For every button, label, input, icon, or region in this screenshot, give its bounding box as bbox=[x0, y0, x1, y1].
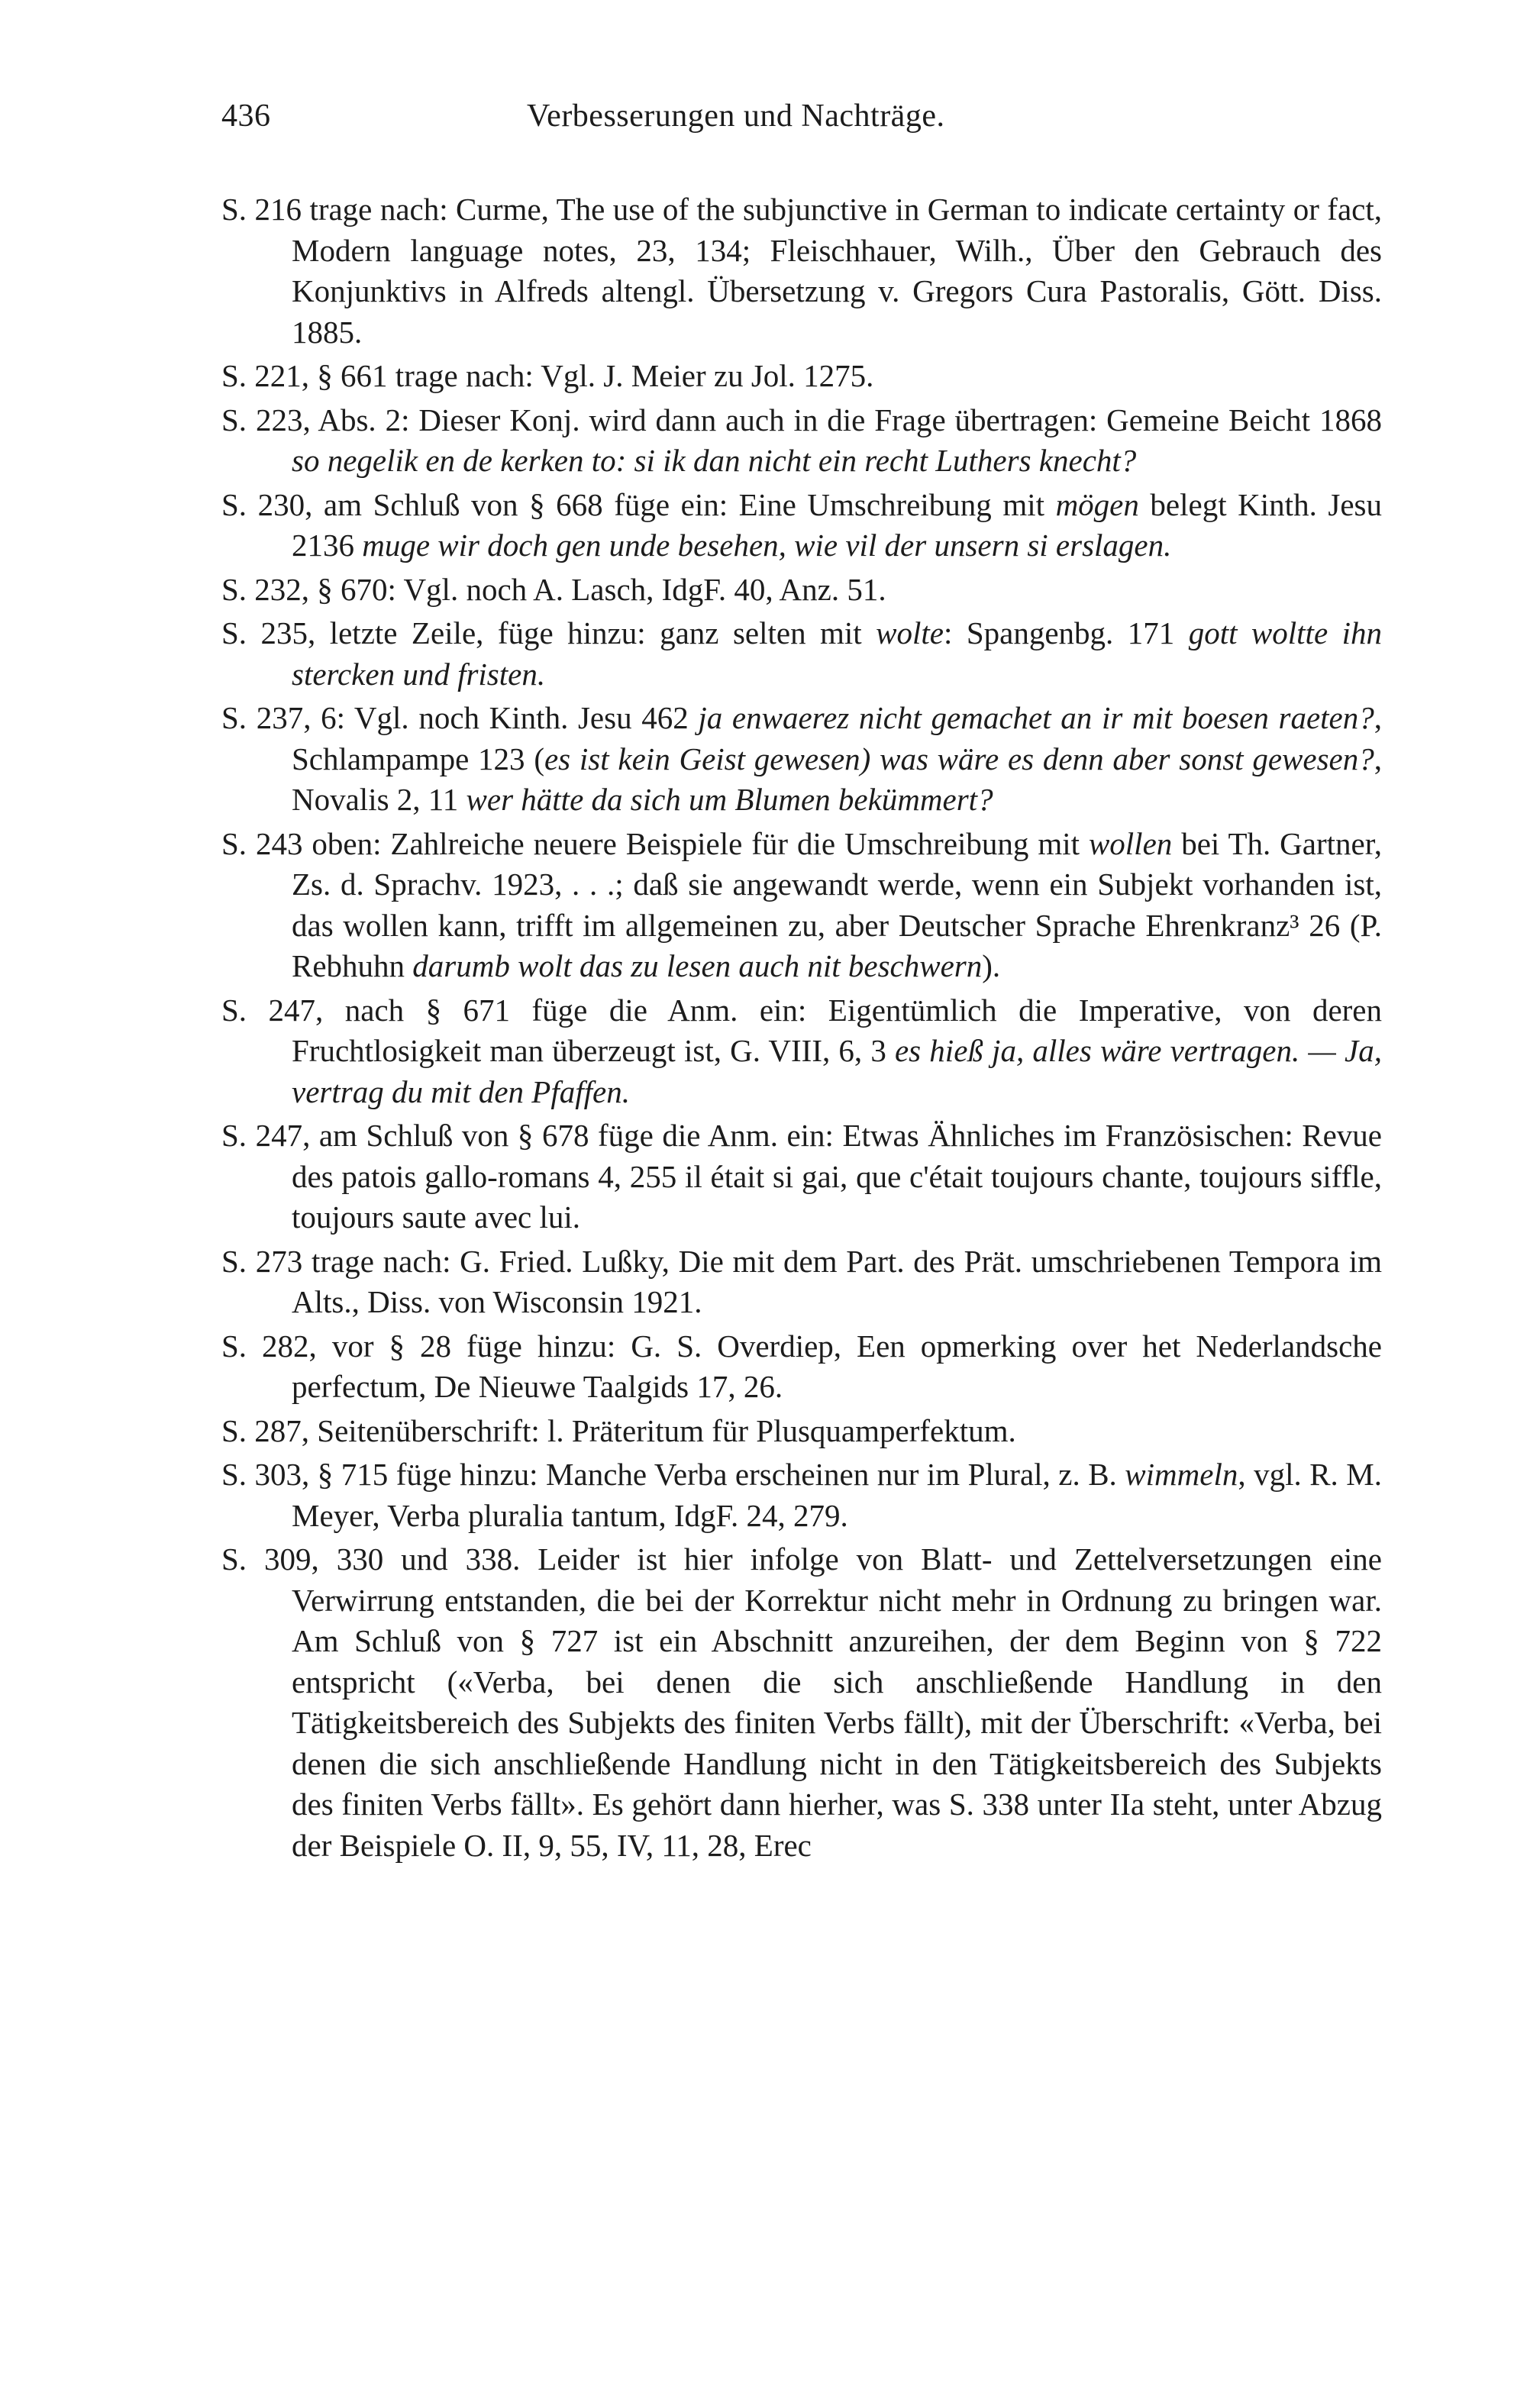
entry-text: , vgl. R. M. Meyer, Verba pluralia tantum, IdgF. 24, 279. bbox=[292, 1457, 1382, 1533]
quotation: es hieß ja, alles wäre vertragen. — Ja, vertrag du mit den Pfaffen. bbox=[292, 1033, 1382, 1109]
page-body bbox=[221, 189, 1382, 1869]
correction-entry bbox=[221, 1411, 1382, 1452]
quotation: ja enwaerez nicht gemachet an ir mit boesen raeten? bbox=[698, 700, 1374, 735]
entry-text: ). bbox=[982, 948, 1001, 983]
entry-text: S. 230, am Schluß von § 668 füge ein: Eine Umschreibung mit bbox=[221, 486, 1056, 522]
correction-entry bbox=[221, 824, 1382, 987]
correction-entry bbox=[221, 613, 1382, 695]
entry-text: S. 235, letzte Zeile, füge hinzu: ganz selten mit bbox=[221, 615, 876, 650]
quotation: wimmeln bbox=[1125, 1457, 1238, 1492]
quotation: so negelik en de kerken to: si ik dan nicht ein recht Luthers knecht? bbox=[292, 443, 1137, 478]
quotation: muge wir doch gen unde besehen, wie vil der unsern si erslagen. bbox=[362, 528, 1172, 563]
running-title: Verbesserungen und Nachträge. bbox=[527, 98, 945, 134]
entry-text: S. 287, Seitenüberschrift: l. Präteritum für Plusquamperfektum. bbox=[221, 1412, 1016, 1448]
entry-text: S. 232, § 670: Vgl. noch A. Lasch, IdgF. 40, Anz. 51. bbox=[221, 571, 886, 607]
entry-text: : Spangenbg. 171 bbox=[943, 615, 1189, 650]
entry-text: S. 221, § 661 trage nach: Vgl. J. Meier zu Jol. 1275. bbox=[221, 358, 874, 393]
correction-entry bbox=[221, 1241, 1382, 1323]
correction-entry bbox=[221, 1115, 1382, 1238]
quotation: es ist kein Geist gewesen) was wäre es denn aber sonst gewesen? bbox=[544, 741, 1374, 776]
correction-entry bbox=[221, 570, 1382, 611]
correction-entry bbox=[221, 485, 1382, 566]
entry-text: , Schlampampe 123 ( bbox=[292, 700, 1382, 776]
entry-text: S. 223, Abs. 2: Dieser Konj. wird dann auch in die Frage übertragen: Gemeine Beicht 1868 bbox=[221, 402, 1382, 437]
entry-text: S. 303, § 715 füge hinzu: Manche Verba erscheinen nur im Plural, z. B. bbox=[221, 1457, 1125, 1492]
correction-entry bbox=[221, 356, 1382, 397]
entry-text: , Novalis 2, 11 bbox=[292, 741, 1382, 817]
quotation: darumb wolt das zu lesen auch nit beschwern bbox=[412, 948, 983, 983]
entry-text: bei Th. Gartner, Zs. d. Sprachv. 1923, . . .; daß sie angewandt werde, wenn ein Subjekt vorhanden ist, das wollen kann, trifft im allgemeinen zu, aber Deutscher Sprache Ehrenkranz³ 26 (P. Rebhuhn bbox=[292, 825, 1382, 983]
entry-text: S. 309, 330 und 338. Leider ist hier infolge von Blatt- und Zettelversetzungen eine Verwirrung entstanden, die bei der Korrektur nicht mehr in Ordnung zu bringen war. Am Schluß von § 727 ist ein Abschnitt anzureihen, der dem Beginn von § 722 entspricht («Verba, bei denen die sich anschließende Handlung in den Tätigkeitsbereich des Subjekts des finiten Verbs fällt), mit der Überschrift: «Verba, bei denen die sich anschließende Handlung nicht in den Tätigkeitsbereich des Subjekts des finiten Verbs fällt». Es gehört dann hierher, was S. 338 unter IIa steht, unter Abzug der Beispiele O. II, 9, 55, IV, 11, 28, Erec bbox=[221, 1541, 1382, 1863]
quotation: wer hätte da sich um Blumen bekümmert? bbox=[466, 782, 993, 817]
entry-text: S. 247, nach § 671 füge die Anm. ein: Eigentümlich die Imperative, von deren Fruchtlosigkeit man überzeugt ist, G. VIII, 6, 3 bbox=[221, 992, 1382, 1068]
correction-entry bbox=[221, 698, 1382, 821]
entry-text: S. 273 trage nach: G. Fried. Lußky, Die mit dem Part. des Prät. umschriebenen Tempora im Alts., Diss. von Wisconsin 1921. bbox=[221, 1243, 1382, 1319]
entry-text: belegt Kinth. Jesu 2136 bbox=[292, 486, 1382, 563]
correction-entry bbox=[221, 189, 1382, 353]
correction-entry bbox=[221, 400, 1382, 482]
quotation: gott woltte ihn stercken und fristen. bbox=[292, 615, 1382, 692]
entry-text: S. 216 trage nach: Curme, The use of the subjunctive in German to indicate certainty or fact, Modern language notes, 23, 134; Fleischhauer, Wilh., Über den Gebrauch des Konjunktivs in Alfreds altengl. Übersetzung v. Gregors Cura Pastoralis, Gött. Diss. 1885. bbox=[221, 192, 1382, 350]
page-header bbox=[221, 98, 1382, 144]
quotation: wolte bbox=[876, 615, 944, 650]
correction-entry bbox=[221, 990, 1382, 1113]
quotation: wollen bbox=[1088, 825, 1173, 861]
entry-text: S. 247, am Schluß von § 678 füge die Anm. ein: Etwas Ähnliches im Französischen: Revue des patois gallo-romans 4, 255 il était si gai, que c'était toujours chante, toujours siffle, toujours saute avec lui. bbox=[221, 1118, 1382, 1235]
correction-entry bbox=[221, 1326, 1382, 1408]
page-number: 436 bbox=[221, 98, 271, 134]
quotation: mögen bbox=[1055, 486, 1139, 522]
entry-text: S. 282, vor § 28 füge hinzu: G. S. Overdiep, Een opmerking over het Nederlandsche perfectum, De Nieuwe Taalgids 17, 26. bbox=[221, 1328, 1382, 1404]
correction-entry bbox=[221, 1454, 1382, 1536]
correction-entry bbox=[221, 1539, 1382, 1866]
entry-text: S. 237, 6: Vgl. noch Kinth. Jesu 462 bbox=[221, 700, 699, 735]
entry-text: S. 243 oben: Zahlreiche neuere Beispiele für die Umschreibung mit bbox=[221, 825, 1089, 861]
